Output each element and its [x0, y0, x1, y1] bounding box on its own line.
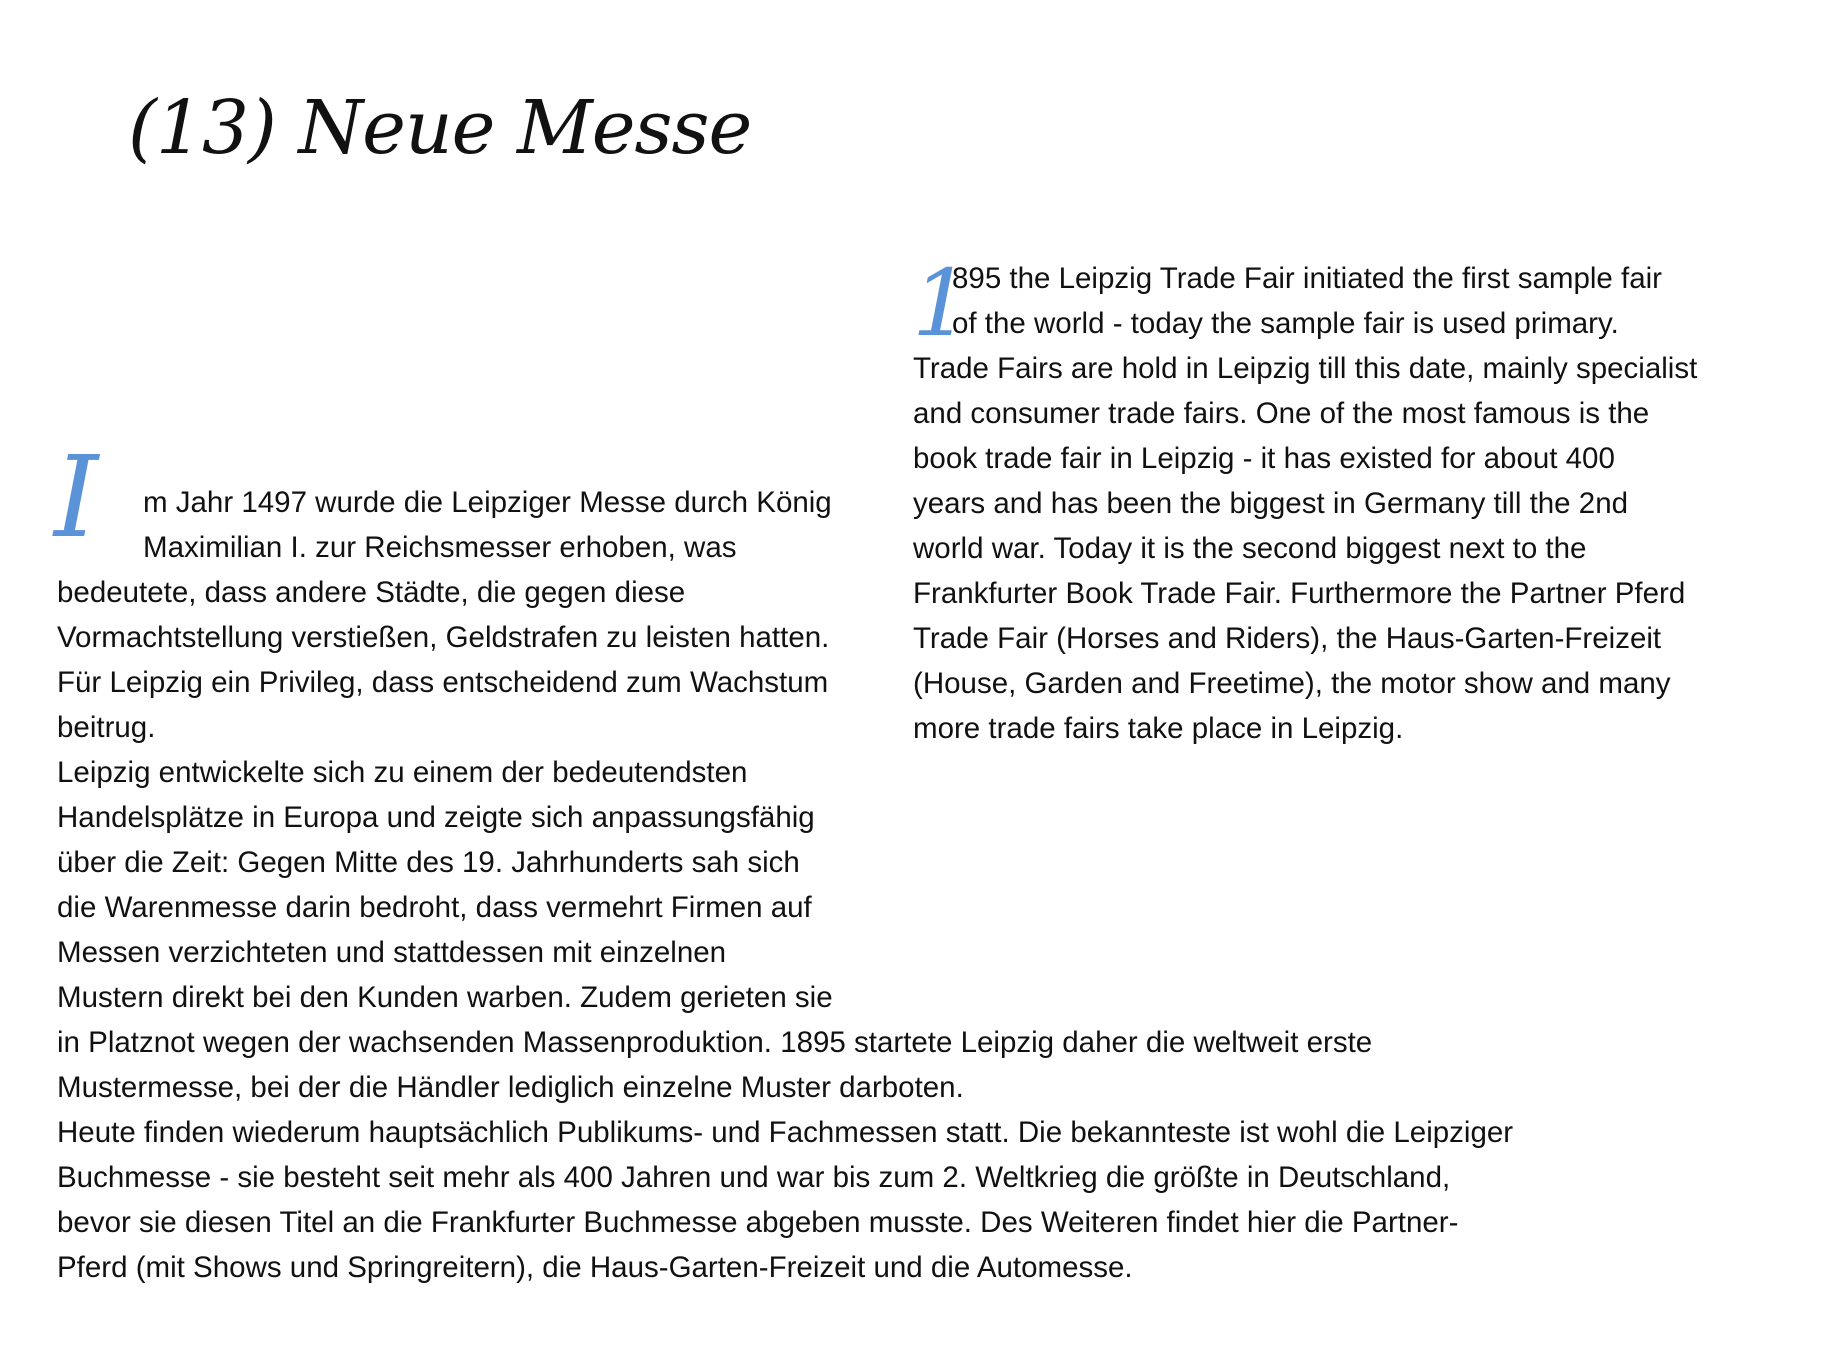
german-line: Leipzig entwickelte sich zu einem der bedeutendsten — [57, 756, 748, 789]
german-line: über die Zeit: Gegen Mitte des 19. Jahrhunderts sah sich — [57, 846, 800, 879]
german-line: in Platznot wegen der wachsenden Massenproduktion. 1895 startete Leipzig daher die weltweit erste — [57, 1026, 1373, 1059]
german-line: Maximilian I. zur Reichsmesser erhoben, was — [143, 531, 737, 564]
english-line: Frankfurter Book Trade Fair. Furthermore the Partner Pferd — [913, 577, 1686, 610]
english-line: (House, Garden and Freetime), the motor show and many — [913, 667, 1671, 700]
english-line: more trade fairs take place in Leipzig. — [913, 712, 1404, 745]
english-line: world war. Today it is the second biggest next to the — [913, 532, 1587, 565]
english-line: of the world - today the sample fair is used primary. — [952, 307, 1619, 340]
english-line: 895 the Leipzig Trade Fair initiated the first sample fair — [952, 262, 1663, 295]
page-title: (13) Neue Messe — [128, 85, 752, 171]
german-line: Pferd (mit Shows und Springreitern), die Haus-Garten-Freizeit und die Automesse. — [57, 1251, 1133, 1284]
german-line: Heute finden wiederum hauptsächlich Publikums- und Fachmessen statt. Die bekannteste ist wohl die Leipziger — [57, 1116, 1514, 1149]
english-line: and consumer trade fairs. One of the most famous is the — [913, 397, 1650, 430]
english-dropcap: 1 — [912, 250, 971, 357]
english-line: Trade Fairs are hold in Leipzig till this date, mainly specialist — [913, 352, 1698, 385]
german-line: Messen verzichteten und stattdessen mit einzelnen — [57, 936, 727, 969]
english-line: book trade fair in Leipzig - it has existed for about 400 — [913, 442, 1615, 475]
german-line: Vormachtstellung verstießen, Geldstrafen zu leisten hatten. — [57, 621, 830, 654]
german-line: die Warenmesse darin bedroht, dass vermehrt Firmen auf — [57, 891, 812, 924]
english-line: years and has been the biggest in Germany till the 2nd — [913, 487, 1629, 520]
english-line: Trade Fair (Horses and Riders), the Haus-Garten-Freizeit — [913, 622, 1662, 655]
german-dropcap: I — [54, 433, 99, 563]
german-line: Handelsplätze in Europa und zeigte sich anpassungsfähig — [57, 801, 815, 834]
german-line: bevor sie diesen Titel an die Frankfurter Buchmesse abgeben musste. Des Weiteren findet hier die Partner- — [57, 1206, 1459, 1239]
german-line: m Jahr 1497 wurde die Leipziger Messe durch König — [143, 486, 832, 519]
german-line: Für Leipzig ein Privileg, dass entscheidend zum Wachstum — [57, 666, 829, 699]
german-line: Buchmesse - sie besteht seit mehr als 400 Jahren und war bis zum 2. Weltkrieg die größte in Deutschland, — [57, 1161, 1451, 1194]
german-line: Mustern direkt bei den Kunden warben. Zudem gerieten sie — [57, 981, 833, 1014]
german-line: bedeutete, dass andere Städte, die gegen diese — [57, 576, 686, 609]
german-line: Mustermesse, bei der die Händler lediglich einzelne Muster darboten. — [57, 1071, 964, 1104]
german-line: beitrug. — [57, 711, 156, 744]
